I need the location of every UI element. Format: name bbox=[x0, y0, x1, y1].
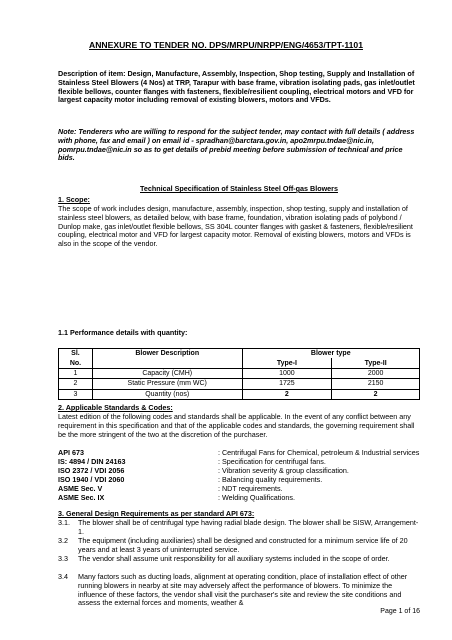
annexure-title: ANNEXURE TO TENDER NO. DPS/MRPU/NRPP/ENG/4653/TPT-1101 bbox=[89, 40, 363, 50]
performance-table bbox=[58, 348, 420, 400]
standards-text: Latest edition of the following codes and standards shall be applicable. In the event of any conflict between any requirement in this specification and that of the applicable codes and standards, the governing requirement shall be the more stringent of the two at the discretion of the purchaser. bbox=[58, 412, 415, 439]
row-type1: 2 bbox=[242, 389, 332, 399]
item-number: 3.1. bbox=[58, 518, 70, 527]
item-text: Many factors such as ducting loads, alignment at operating condition, place of installation effect of other running blowers in nearby at site may adversely affect the performance of blowers. To minimize the influence of these factors, the vendor shall visit the purchaser's site and review the site conditions and assess the external forces and moments, weather & bbox=[78, 572, 408, 608]
standard-code: ISO 1940 / VDI 2060 bbox=[58, 475, 125, 484]
row-type1: 1725 bbox=[242, 379, 332, 389]
item-text: The equipment (including auxiliaries) shall be designed and constructed for a minimum service life of 20 years and at least 3 years of uninterrupted service. bbox=[78, 536, 408, 554]
standard-code: IS: 4894 / DIN 24163 bbox=[58, 457, 126, 466]
standard-desc: : Specification for centrifugal fans. bbox=[218, 457, 326, 466]
performance-heading: 1.1 Performance details with quantity: bbox=[58, 328, 188, 337]
row-desc: Capacity (CMH) bbox=[92, 368, 242, 378]
col-sl-header: Sl. bbox=[59, 349, 93, 359]
item-text: The vendor shall assume unit responsibility for all auxiliary systems included in the scope of order. bbox=[78, 554, 390, 563]
row-desc: Quantity (nos) bbox=[92, 389, 242, 399]
table-header-row bbox=[59, 349, 420, 359]
row-type1: 1000 bbox=[242, 368, 332, 378]
row-type2: 2 bbox=[332, 389, 420, 399]
col-desc-blank bbox=[92, 358, 242, 368]
standards-heading: 2. Applicable Standards & Codes: bbox=[58, 403, 173, 412]
col-type1-header: Type-I bbox=[242, 358, 332, 368]
item-description: Description of item: Design, Manufacture, Assembly, Inspection, Shop testing, Supply and Installation of Stainless Steel Blowers (4 Nos) at TRP, Tarapur with base frame, vibration isolating pads, gas inlet/outlet flexible bellows, counter flanges with fasteners, flexible/resilient coupling, electrical motors and VFD for largest capacity motor including removal of existing blowers, motors and VFDs. bbox=[58, 69, 415, 105]
col-desc-header: Blower Description bbox=[92, 349, 242, 359]
item-text: The blower shall be of centrifugal type having radial blade design. The blower shall be SISW, Arrangement-1. bbox=[78, 518, 419, 536]
general-heading: 3. General Design Requirements as per standard API 673: bbox=[58, 509, 255, 518]
standard-desc: : NDT requirements. bbox=[218, 484, 283, 493]
table-row bbox=[59, 379, 420, 389]
standard-code: ASME Sec. IX bbox=[58, 493, 105, 502]
col-type2-header: Type-II bbox=[332, 358, 420, 368]
tender-note: Note: Tenderers who are willing to respond for the subject tender, may contact with full details ( address with phone, fax and email ) on email id - spradhan@barctara.gov.in, apo2mrpu.tndae@nic.in, pomrpu.tndae@nic.in so as to get details of prebid meeting before submission of technical and price bids. bbox=[58, 127, 415, 163]
table-row bbox=[59, 368, 420, 378]
col-no-header: No. bbox=[59, 358, 93, 368]
standard-code: API 673 bbox=[58, 448, 84, 457]
row-sl: 1 bbox=[59, 368, 93, 378]
col-type-header: Blower type bbox=[242, 349, 420, 359]
row-sl: 2 bbox=[59, 379, 93, 389]
table-row bbox=[59, 389, 420, 399]
standard-code: ISO 2372 / VDI 2056 bbox=[58, 466, 125, 475]
row-type2: 2150 bbox=[332, 379, 420, 389]
standard-desc: : Centrifugal Fans for Chemical, petroleum & Industrial services bbox=[218, 448, 420, 457]
row-desc: Static Pressure (mm WC) bbox=[92, 379, 242, 389]
standard-desc: : Welding Qualifications. bbox=[218, 493, 295, 502]
scope-heading: 1. Scope: bbox=[58, 195, 90, 204]
item-number: 3.2 bbox=[58, 536, 68, 545]
scope-text: The scope of work includes design, manufacture, assembly, inspection, shop testing, supply and installation of stainless steel blowers, as detailed below, with base frame, foundation, vibration isolating pads of polybond / Dunlop make, gas inlet/outlet flexible bellows, SS 304L counter flanges with gasket & fasteners, flexible/resilient coupling, electrical motor and VFD for largest capacity motor. Removal of existing blowers, motors and VFDs is also in the scope of the vendor. bbox=[58, 204, 413, 248]
row-sl: 3 bbox=[59, 389, 93, 399]
standard-desc: : Vibration severity & group classification. bbox=[218, 466, 349, 475]
table-subheader-row bbox=[59, 358, 420, 368]
item-number: 3.4 bbox=[58, 572, 68, 581]
spec-heading: Technical Specification of Stainless Steel Off-gas Blowers bbox=[140, 184, 338, 193]
page-number: Page 1 of 16 bbox=[380, 608, 420, 615]
item-number: 3.3 bbox=[58, 554, 68, 563]
row-type2: 2000 bbox=[332, 368, 420, 378]
standard-code: ASME Sec. V bbox=[58, 484, 103, 493]
standard-desc: : Balancing quality requirements. bbox=[218, 475, 323, 484]
